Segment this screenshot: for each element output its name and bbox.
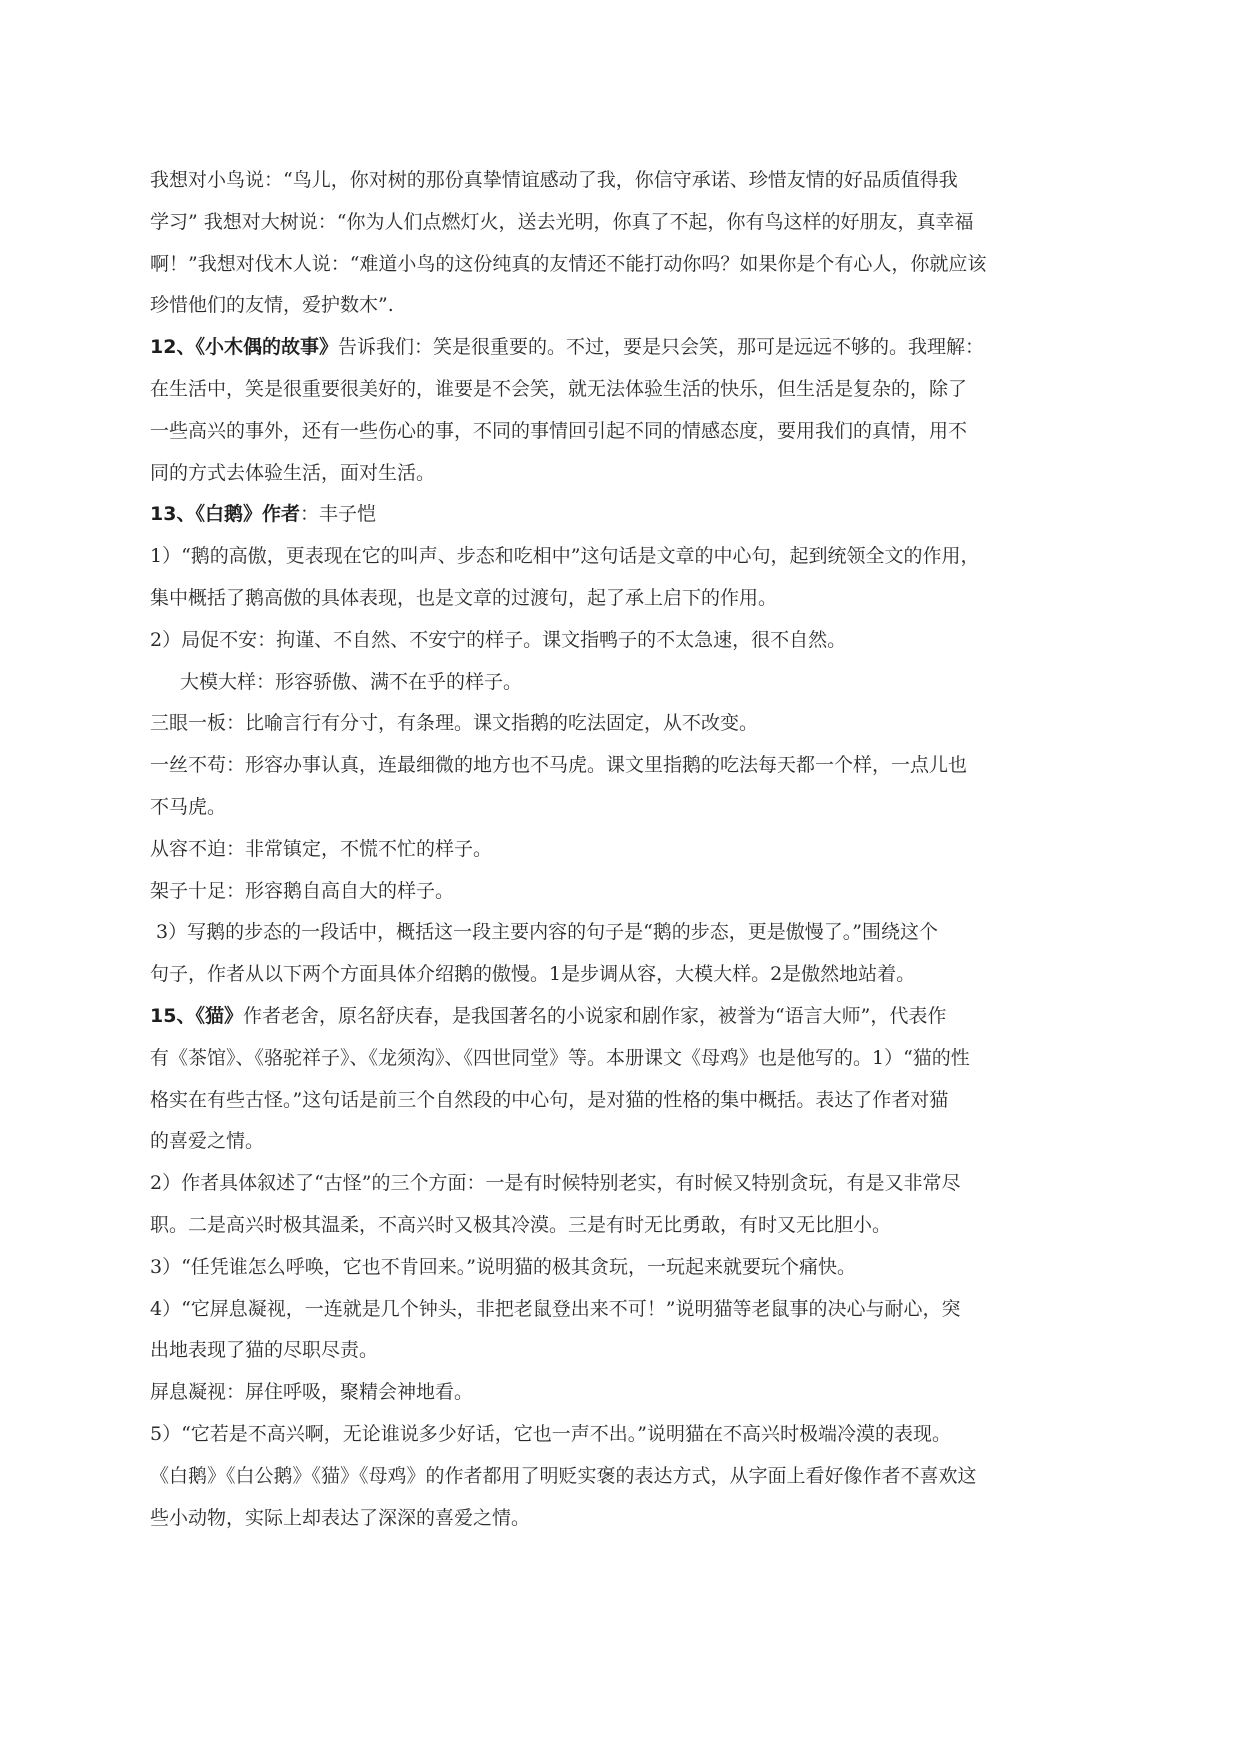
- text-line: [150, 1247, 1095, 1289]
- line-text: 一丝不苟：形容办事认真，连最细微的地方也不马虎。课文里指鹅的吃法每天都一个样，一点儿也: [150, 754, 968, 777]
- text-line: [150, 662, 1095, 704]
- text-line: [150, 1330, 1095, 1372]
- line-text: 啊！”我想对伐木人说：“难道小鸟的这份纯真的友情还不能打动你吗？如果你是个有心人，你就应该: [150, 252, 987, 275]
- line-text: 出地表现了猫的尽职尽责。: [150, 1339, 379, 1362]
- line-text: 3）“任凭谁怎么呼唤，它也不肯回来。”说明猫的极其贪玩，一玩起来就要玩个痛快。: [150, 1255, 857, 1278]
- line-text: 1）“鹅的高傲，更表现在它的叫声、步态和吃相中”这句话是文章的中心句，起到统领全文的作用，: [150, 545, 980, 568]
- text-line: [150, 1289, 1095, 1331]
- text-line: [150, 536, 1095, 578]
- line-text: 同的方式去体验生活，面对生活。: [150, 461, 436, 484]
- line-text: 一些高兴的事外，还有一些伤心的事，不同的事情回引起不同的情感态度，要用我们的真情，用不: [150, 419, 968, 442]
- line-text: 3）写鹅的步态的一段话中，概括这一段主要内容的句子是“鹅的步态，更是傲慢了。”围绕这个: [156, 921, 939, 944]
- text-line: [150, 620, 1095, 662]
- text-line: [150, 1205, 1095, 1247]
- text-line: [150, 1414, 1095, 1456]
- text-line: [150, 745, 1095, 787]
- line-text: 职。二是高兴时极其温柔，不高兴时又极其冷漠。三是有时无比勇敢，有时又无比胆小。: [150, 1213, 892, 1236]
- text-line: [150, 453, 1095, 495]
- line-text: 有《茶馆》、《骆驼祥子》、《龙须沟》、《四世同堂》等。本册课文《母鸡》也是他写的。1）“猫的性: [150, 1046, 970, 1069]
- line-text: 从容不迫：非常镇定，不慌不忙的样子。: [150, 837, 493, 860]
- line-text: 屏息凝视：屏住呼吸，聚精会神地看。: [150, 1381, 474, 1404]
- text-line: [150, 244, 1095, 286]
- line-text: 作者老舍，原名舒庆春，是我国著名的小说家和剧作家，被誉为“语言大师”，代表作: [242, 1004, 947, 1027]
- text-line: [150, 954, 1095, 996]
- line-text: 告诉我们：笑是很重要的。不过，要是只会笑，那可是远远不够的。我理解：: [337, 336, 984, 359]
- text-line: [150, 871, 1095, 913]
- line-text: 4）“它屏息凝视，一连就是几个钟头，非把老鼠登出来不可！”说明猫等老鼠事的决心与耐心，突: [150, 1297, 961, 1320]
- line-text: ：丰子恺: [299, 503, 376, 526]
- line-text: 大模大样：形容骄傲、满不在乎的样子。: [180, 670, 523, 693]
- line-text: 格实在有些古怪。”这句话是前三个自然段的中心句，是对猫的性格的集中概括。表达了作者对猫: [150, 1088, 949, 1111]
- line-text: 2）作者具体叙述了“古怪”的三个方面：一是有时候特别老实，有时候又特别贪玩，有是又非常尽: [150, 1172, 961, 1195]
- line-text: 我想对小鸟说：“鸟儿，你对树的那份真挚情谊感动了我，你信守承诺、珍惜友情的好品质值得我: [150, 169, 958, 191]
- line-text: 5）“它若是不高兴啊，无论谁说多少好话，它也一声不出。”说明猫在不高兴时极端冷漠的表现。: [150, 1422, 952, 1445]
- text-line: [150, 1372, 1095, 1414]
- text-line: [150, 160, 1095, 202]
- text-line: [150, 703, 1095, 745]
- document-page: [150, 160, 1095, 1539]
- text-line: [150, 369, 1095, 411]
- text-line: [150, 787, 1095, 829]
- text-line: [150, 829, 1095, 871]
- line-text: 集中概括了鹅高傲的具体表现，也是文章的过渡句，起了承上启下的作用。: [150, 586, 778, 609]
- section-heading: 13、《白鹅》作者: [150, 503, 300, 526]
- text-line: [150, 1121, 1095, 1163]
- text-line: [150, 202, 1095, 244]
- section-heading: 15、《猫》: [150, 1004, 243, 1027]
- line-text: 架子十足：形容鹅自高自大的样子。: [150, 879, 455, 902]
- text-line: [150, 1163, 1095, 1205]
- section-13-line: [150, 494, 1095, 536]
- line-text: 些小动物，实际上却表达了深深的喜爱之情。: [150, 1506, 531, 1529]
- line-text: 不马虎。: [150, 795, 227, 818]
- text-line: [150, 1080, 1095, 1122]
- line-text: 珍惜他们的友情，爱护数木”.: [150, 294, 394, 317]
- section-heading: 12、《小木偶的故事》: [150, 336, 338, 359]
- text-line: [150, 411, 1095, 453]
- text-line: [150, 1456, 1095, 1498]
- line-text: 2）局促不安：拘谨、不自然、不安宁的样子。课文指鸭子的不太急速，很不自然。: [150, 628, 847, 651]
- section-15-line: [150, 996, 1095, 1038]
- text-line: [150, 285, 1095, 327]
- text-line: [150, 1498, 1095, 1540]
- line-text: 三眼一板：比喻言行有分寸，有条理。课文指鹅的吃法固定，从不改变。: [150, 712, 759, 735]
- line-text: 学习” 我想对大树说：“你为人们点燃灯火，送去光明，你真了不起，你有鸟这样的好朋友，真幸福: [150, 210, 974, 233]
- line-text: 在生活中，笑是很重要很美好的，谁要是不会笑，就无法体验生活的快乐，但生活是复杂的，除了: [150, 377, 968, 400]
- section-12-line: [150, 327, 1095, 369]
- text-line: [150, 1038, 1095, 1080]
- text-line: [150, 912, 1095, 954]
- line-text: 的喜爱之情。: [150, 1130, 265, 1153]
- line-text: 《白鹅》《白公鹅》《猫》《母鸡》的作者都用了明贬实褒的表达方式，从字面上看好像作者不喜欢这: [150, 1464, 977, 1487]
- line-text: 句子，作者从以下两个方面具体介绍鹅的傲慢。1是步调从容，大模大样。2是傲然地站着。: [150, 963, 916, 986]
- text-line: [150, 578, 1095, 620]
